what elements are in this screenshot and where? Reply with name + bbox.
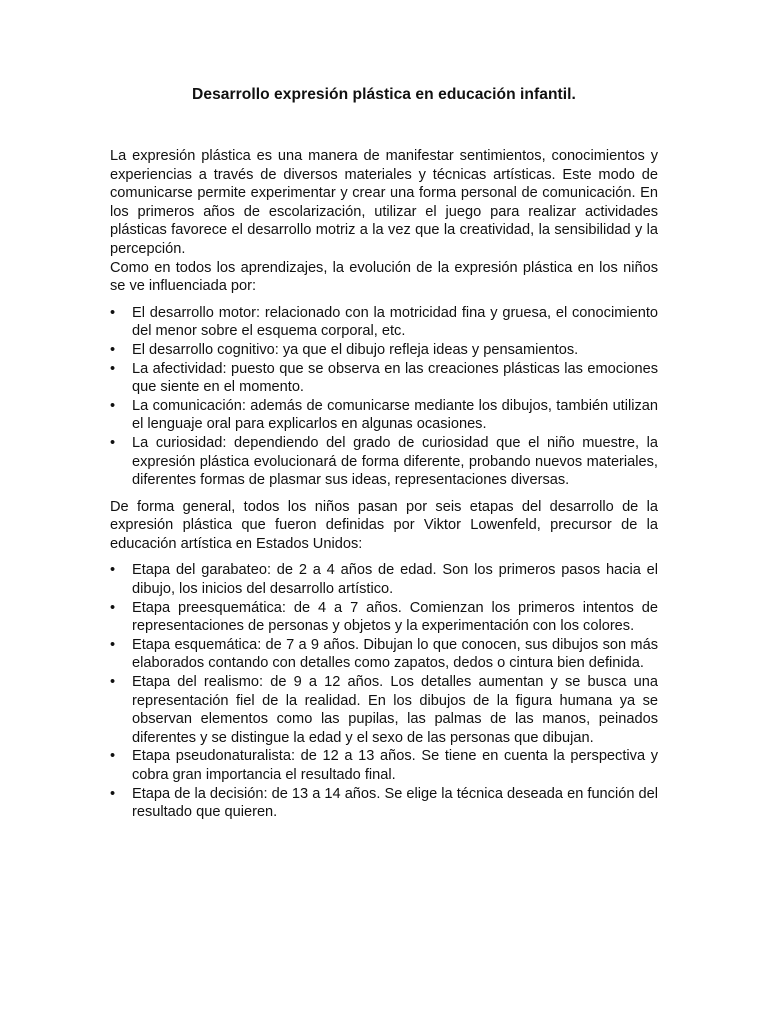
influences-lead-paragraph: Como en todos los aprendizajes, la evolución de la expresión plástica en los niños se ve influenciada por:: [110, 259, 658, 295]
influences-list: [110, 304, 658, 490]
list-item: [110, 785, 658, 822]
list-item: [110, 341, 658, 360]
bullet-icon: •: [110, 304, 116, 321]
list-item-text: Etapa de la decisión: de 13 a 14 años. Se elige la técnica deseada en función del resultado que quieren.: [132, 785, 658, 821]
stages-list: [110, 561, 658, 821]
list-item: [110, 434, 658, 490]
document-title: Desarrollo expresión plástica en educación infantil.: [192, 86, 576, 103]
list-item: [110, 360, 658, 397]
list-item: [110, 304, 658, 341]
list-item-text: Etapa del realismo: de 9 a 12 años. Los detalles aumentan y se busca una representación fiel de la realidad. En los dibujos de la figura humana ya se observan elementos como las pupilas, las palmas de las manos, peinados diferentes y se distingue la edad y el sexo de las personas que dibujan.: [132, 674, 658, 746]
intro-paragraph: La expresión plástica es una manera de manifestar sentimientos, conocimientos y experiencias a través de diversos materiales y técnicas artísticas. Este modo de comunicarse permite experimentar y crear una forma personal de comunicación. En los primeros años de escolarización, utilizar el juego para realizar actividades plásticas favorece el desarrollo motriz a la vez que la creatividad, la sensibilidad y la percepción.: [110, 148, 658, 257]
list-item: [110, 747, 658, 784]
list-item-text: La curiosidad: dependiendo del grado de curiosidad que el niño muestre, la expresión plástica evolucionará de forma diferente, probando nuevos materiales, diferentes formas de plasmar sus ideas, representaciones diversas.: [132, 434, 658, 489]
bullet-icon: •: [110, 360, 116, 377]
list-item-text: Etapa esquemática: de 7 a 9 años. Dibujan lo que conocen, sus dibujos son más elaborados contando con detalles como zapatos, dedos o cintura bien definida.: [132, 636, 658, 672]
list-item-text: El desarrollo cognitivo: ya que el dibujo refleja ideas y pensamientos.: [132, 341, 579, 358]
bullet-icon: •: [110, 599, 116, 616]
list-item: [110, 636, 658, 673]
bullet-icon: •: [110, 748, 116, 765]
list-item-text: La afectividad: puesto que se observa en las creaciones plásticas las emociones que siente en el momento.: [132, 360, 658, 396]
list-item-text: Etapa del garabateo: de 2 a 4 años de edad. Son los primeros pasos hacia el dibujo, los inicios del desarrollo artístico.: [132, 562, 658, 598]
bullet-icon: •: [110, 674, 116, 691]
bullet-icon: •: [110, 785, 116, 802]
list-item-text: El desarrollo motor: relacionado con la motricidad fina y gruesa, el conocimiento del menor sobre el esquema corporal, etc.: [132, 304, 658, 340]
list-item: [110, 599, 658, 636]
list-item: [110, 673, 658, 747]
list-item-text: Etapa pseudonaturalista: de 12 a 13 años. Se tiene en cuenta la perspectiva y cobra gran importancia el resultado final.: [132, 748, 658, 783]
stages-lead-paragraph: De forma general, todos los niños pasan por seis etapas del desarrollo de la expresión plástica que fueron definidas por Viktor Lowenfeld, precursor de la educación artística en Estados Unidos:: [110, 498, 658, 552]
list-item: [110, 561, 658, 598]
list-item: [110, 397, 658, 434]
list-item-text: Etapa preesquemática: de 4 a 7 años. Comienzan los primeros intentos de representaciones de personas y objetos y la experimentación con los colores.: [132, 599, 658, 635]
list-item-text: La comunicación: además de comunicarse mediante los dibujos, también utilizan el lenguaje oral para explicarlos en algunas ocasiones.: [132, 397, 658, 433]
bullet-icon: •: [110, 562, 116, 579]
bullet-icon: •: [110, 434, 116, 451]
bullet-icon: •: [110, 636, 116, 653]
bullet-icon: •: [110, 341, 116, 358]
bullet-icon: •: [110, 397, 116, 414]
